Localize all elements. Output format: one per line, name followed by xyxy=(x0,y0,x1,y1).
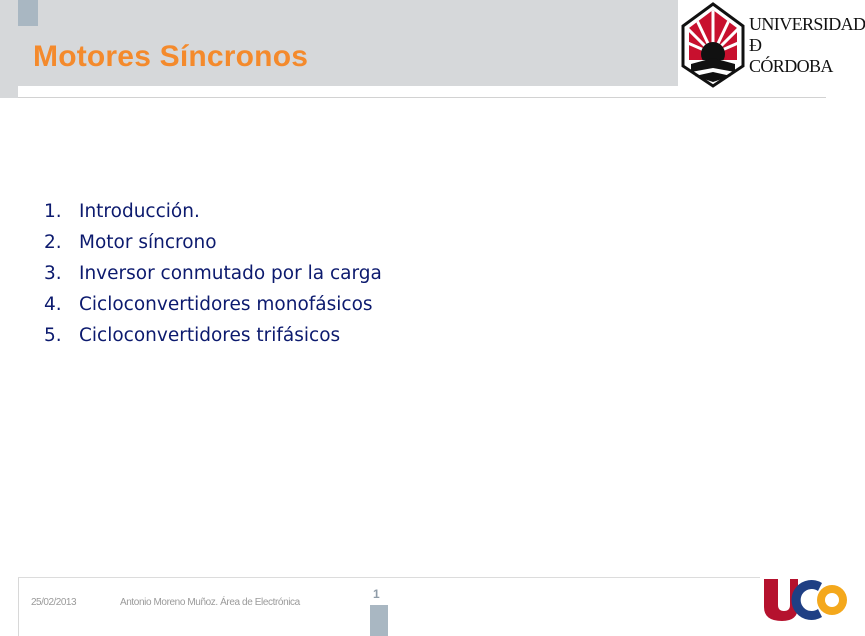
logo-line-2: Ð xyxy=(749,35,762,55)
header-accent-bar xyxy=(18,0,38,26)
agenda-item xyxy=(44,196,382,227)
logo-line-3: CÓRDOBA xyxy=(749,56,833,76)
agenda-item-number: 1. xyxy=(44,201,62,222)
agenda-item xyxy=(44,289,382,320)
agenda-item-number: 3. xyxy=(44,263,62,284)
university-logo-text xyxy=(749,14,865,77)
university-seal-icon xyxy=(681,2,745,86)
agenda-item-number: 4. xyxy=(44,294,62,315)
page-number-tab xyxy=(370,605,388,636)
agenda-item-label: Inversor conmutado por la carga xyxy=(79,263,382,284)
logo-line-1: UNIVERSIDAD xyxy=(749,14,865,34)
footer-divider-vertical xyxy=(18,577,19,636)
footer-date: 25/02/2013 xyxy=(31,597,77,608)
footer-author: Antonio Moreno Muñoz. Área de Electrónica xyxy=(120,597,300,608)
uco-logo xyxy=(762,577,848,628)
header-divider xyxy=(18,97,826,98)
agenda-item-label: Motor síncrono xyxy=(79,232,217,253)
agenda-item xyxy=(44,258,382,289)
university-logo xyxy=(679,2,865,86)
agenda-item xyxy=(44,227,382,258)
page-number: 1 xyxy=(373,587,380,601)
agenda-item-label: Introducción. xyxy=(79,201,200,222)
agenda-item-number: 5. xyxy=(44,325,62,346)
agenda-item-number: 2. xyxy=(44,232,62,253)
agenda-item xyxy=(44,320,382,351)
slide-title: Motores Síncronos xyxy=(33,40,309,73)
footer-divider xyxy=(18,577,760,578)
header-edge xyxy=(0,86,18,98)
uco-logo-icon xyxy=(762,577,848,623)
agenda-item-label: Cicloconvertidores trifásicos xyxy=(79,325,341,346)
agenda-list xyxy=(44,196,382,351)
agenda-item-label: Cicloconvertidores monofásicos xyxy=(79,294,373,315)
